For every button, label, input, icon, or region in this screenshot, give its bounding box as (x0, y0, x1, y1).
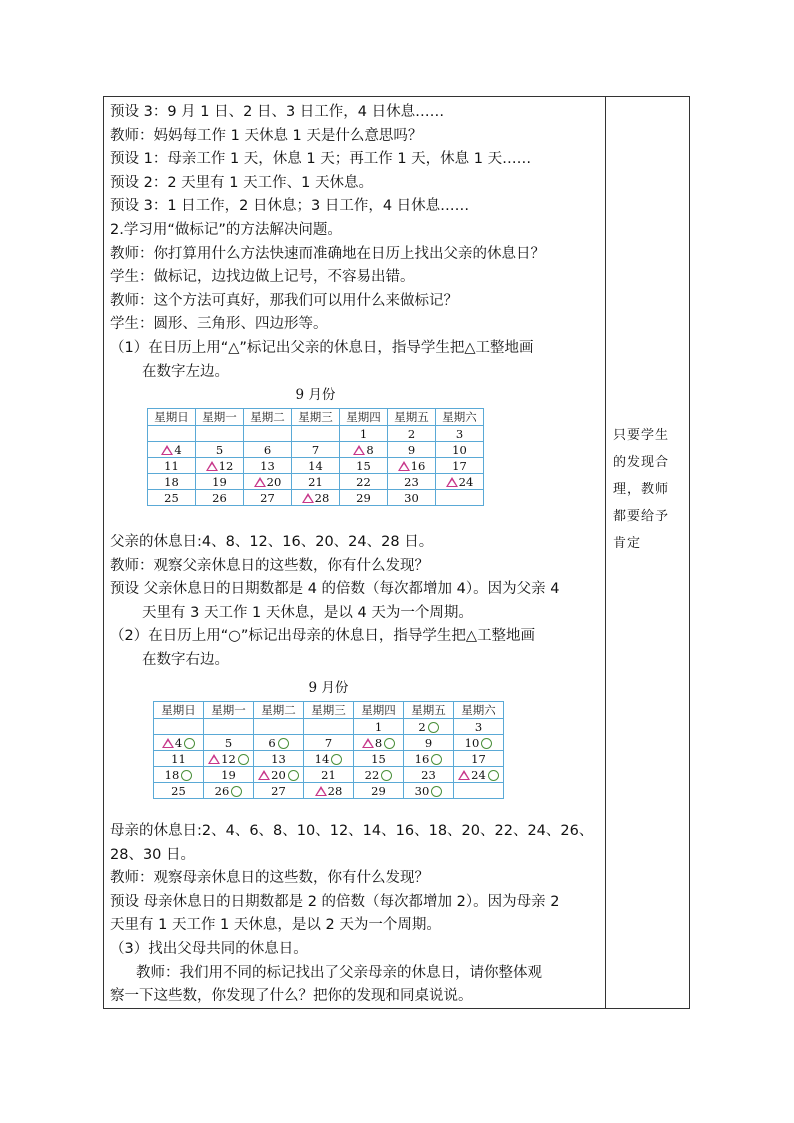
calendar-week-row (154, 767, 504, 783)
day-number: 10 (452, 442, 467, 457)
calendar-day (340, 458, 388, 474)
calendar-day (244, 458, 292, 474)
calendar-day (340, 426, 388, 442)
day-number: 7 (311, 442, 320, 457)
day-number: 30 (414, 783, 430, 798)
calendar-day (154, 735, 204, 751)
calendar-day (292, 442, 340, 458)
text-line: 教师：我们用不同的标记找出了父亲母亲的休息日，请你整体观 (136, 964, 542, 981)
day-number: 16 (414, 751, 430, 766)
day-number: 15 (371, 751, 386, 766)
day-number: 24 (458, 474, 474, 489)
calendar-day (244, 442, 292, 458)
text-line: 预设 母亲休息日的日期数都是 2 的倍数（每次都增加 2）。因为母亲 2 (110, 893, 560, 910)
text-line: 教师：这个方法可真好，那我们可以用什么来做标记？ (110, 292, 458, 309)
weekday-header: 星期三 (304, 702, 354, 719)
day-number: 4 (174, 442, 182, 457)
calendar-week-row (154, 751, 504, 767)
calendar-day (204, 767, 254, 783)
day-number: 22 (364, 767, 380, 782)
calendar-day (340, 474, 388, 490)
text-line: 教师：妈妈每工作 1 天休息 1 天是什么意思吗？ (110, 127, 423, 144)
circle-mark-icon (238, 754, 249, 765)
mother-analysis (110, 820, 602, 1009)
calendar-day (388, 426, 436, 442)
day-number: 23 (404, 474, 419, 489)
text-line: 预设 父亲休息日的日期数都是 4 的倍数（每次都增加 4）。因为父亲 4 (110, 581, 560, 598)
triangle-mark-icon (446, 477, 458, 487)
calendar-day (254, 767, 304, 783)
calendar-day (154, 751, 204, 767)
day-number: 9 (407, 442, 416, 457)
calendar-grid (147, 408, 484, 506)
day-number: 18 (164, 474, 179, 489)
day-number: 12 (218, 458, 234, 473)
calendar-day (292, 426, 340, 442)
calendar-week-row (148, 490, 484, 506)
day-number: 19 (221, 767, 236, 782)
day-number: 16 (410, 458, 426, 473)
calendar-day (196, 442, 244, 458)
day-number: 5 (224, 735, 233, 750)
day-number: 29 (371, 783, 386, 798)
circle-mark-icon (481, 738, 492, 749)
circle-mark-icon (278, 738, 289, 749)
day-number: 8 (366, 442, 374, 457)
step-1-text-cont: 在数字左边。 (142, 363, 229, 380)
day-number: 12 (221, 751, 236, 766)
calendar-day (254, 783, 304, 799)
step-2-text: （2）在日历上用“○”标记出母亲的休息日，指导学生把△工整地画 (110, 628, 536, 645)
circle-mark-icon (488, 770, 499, 781)
section-heading: 2.学习用“做标记”的方法解决问题。 (110, 221, 342, 238)
text-line: 教师：你打算用什么方法快速而准确地在日历上找出父亲的休息日？ (110, 245, 545, 262)
calendar-day (204, 751, 254, 767)
calendar-day (204, 735, 254, 751)
circle-mark-icon (331, 754, 342, 765)
calendar-day (148, 458, 196, 474)
day-number: 6 (268, 735, 276, 750)
note-line: 都要给予 (613, 509, 670, 524)
day-number: 6 (263, 442, 272, 457)
calendar-day (354, 735, 404, 751)
calendar-day (354, 767, 404, 783)
weekday-header: 星期日 (148, 409, 196, 426)
day-number: 17 (471, 751, 486, 766)
text-line: 预设 3：9 月 1 日、2 日、3 日工作，4 日休息…… (110, 104, 445, 120)
day-number: 8 (374, 735, 383, 750)
day-number: 14 (308, 458, 323, 473)
weekday-header: 星期六 (454, 702, 504, 719)
triangle-mark-icon (162, 738, 174, 748)
circle-mark-icon (181, 770, 192, 781)
day-number: 13 (271, 751, 286, 766)
text-line: 预设 1：母亲工作 1 天，休息 1 天；再工作 1 天，休息 1 天…… (110, 151, 532, 168)
calendar-day (254, 735, 304, 751)
calendar-mother (153, 679, 504, 799)
calendar-day (404, 735, 454, 751)
day-number: 26 (214, 783, 230, 798)
weekday-header: 星期二 (244, 409, 292, 426)
calendar-day (454, 719, 504, 735)
circle-mark-icon (288, 770, 299, 781)
calendar-day (340, 442, 388, 458)
calendar-day (436, 458, 484, 474)
calendar-day (196, 458, 244, 474)
calendar-day (454, 735, 504, 751)
circle-mark-icon (428, 722, 439, 733)
teacher-note (613, 422, 683, 557)
calendar-day (454, 751, 504, 767)
triangle-mark-icon (458, 770, 470, 780)
weekday-header: 星期六 (436, 409, 484, 426)
calendar-day (148, 490, 196, 506)
circle-mark-icon (431, 754, 442, 765)
calendar-day (354, 719, 404, 735)
day-number: 25 (164, 490, 179, 505)
text-line: 预设 3：1 日工作，2 日休息；3 日工作，4 日休息…… (110, 198, 470, 215)
day-number: 25 (171, 783, 186, 798)
calendar-day (436, 442, 484, 458)
calendar-grid (153, 701, 504, 799)
calendar-day (354, 783, 404, 799)
step-1-text: （1）在日历上用“△”标记出父亲的休息日，指导学生把△工整地画 (110, 339, 534, 356)
calendar-day (204, 783, 254, 799)
calendar-day (196, 426, 244, 442)
text-line: 父亲的休息日:4、8、12、16、20、24、28 日。 (110, 534, 434, 550)
calendar-day (244, 426, 292, 442)
weekday-header: 星期一 (204, 702, 254, 719)
calendar-day (292, 474, 340, 490)
calendar-week-row (154, 719, 504, 735)
day-number: 9 (424, 735, 433, 750)
calendar-day (244, 490, 292, 506)
calendar-day (388, 458, 436, 474)
day-number: 3 (474, 719, 483, 734)
calendar-day (154, 767, 204, 783)
weekday-header: 星期五 (388, 409, 436, 426)
calendar-day (196, 490, 244, 506)
note-line: 的发现合 (613, 455, 670, 470)
day-number: 23 (421, 767, 436, 782)
calendar-week-row (148, 458, 484, 474)
triangle-mark-icon (302, 493, 314, 503)
text-line: 学生：做标记，边找边做上记号，不容易出错。 (110, 269, 415, 286)
day-number: 2 (418, 719, 426, 734)
calendar-day (244, 474, 292, 490)
calendar-day (454, 767, 504, 783)
calendar-day (436, 490, 484, 506)
day-number: 20 (266, 474, 282, 489)
calendar-title: 9 月份 (295, 387, 336, 403)
day-number: 13 (260, 458, 275, 473)
circle-mark-icon (431, 786, 442, 797)
calendar-day (304, 719, 354, 735)
day-number: 26 (212, 490, 227, 505)
calendar-day (388, 474, 436, 490)
circle-mark-icon (231, 786, 242, 797)
text-line: 天里有 1 天工作 1 天休息，是以 2 天为一个周期。 (110, 917, 441, 934)
calendar-day (436, 426, 484, 442)
father-analysis (110, 531, 602, 673)
triangle-mark-icon (254, 477, 266, 487)
day-number: 7 (324, 735, 333, 750)
calendar-day (148, 442, 196, 458)
day-number: 2 (407, 426, 416, 441)
calendar-day (354, 751, 404, 767)
weekday-header: 星期三 (292, 409, 340, 426)
calendar-day (404, 783, 454, 799)
calendar-day (404, 767, 454, 783)
weekday-header: 星期四 (340, 409, 388, 426)
day-number: 22 (356, 474, 371, 489)
day-number: 19 (212, 474, 227, 489)
day-number: 30 (404, 490, 419, 505)
calendar-day (292, 458, 340, 474)
calendar-day (388, 490, 436, 506)
weekday-header: 星期一 (196, 409, 244, 426)
day-number: 28 (327, 783, 343, 798)
calendar-day (254, 751, 304, 767)
calendar-header-row (148, 409, 484, 426)
calendar-day (304, 751, 354, 767)
day-number: 17 (452, 458, 467, 473)
step-3-text: （3）找出父母共同的休息日。 (110, 940, 308, 957)
calendar-week-row (148, 442, 484, 458)
lesson-content (110, 101, 602, 384)
note-line: 理，教师 (613, 482, 670, 497)
triangle-mark-icon (161, 445, 173, 455)
calendar-day (454, 783, 504, 799)
calendar-day (404, 719, 454, 735)
day-number: 21 (321, 767, 336, 782)
step-2-text-cont: 在数字右边。 (142, 651, 229, 668)
calendar-day (388, 442, 436, 458)
column-divider (605, 96, 606, 1009)
day-number: 5 (215, 442, 224, 457)
day-number: 11 (171, 751, 186, 766)
text-line: 天里有 3 天工作 1 天休息，是以 4 天为一个周期。 (142, 604, 473, 621)
calendar-day (204, 719, 254, 735)
weekday-header: 星期日 (154, 702, 204, 719)
triangle-mark-icon (208, 754, 220, 764)
calendar-week-row (148, 426, 484, 442)
day-number: 10 (464, 735, 480, 750)
calendar-title: 9 月份 (308, 680, 349, 696)
day-number: 24 (471, 767, 486, 782)
day-number: 27 (271, 783, 286, 798)
text-line: 学生：圆形、三角形、四边形等。 (110, 316, 328, 333)
calendar-day (304, 735, 354, 751)
calendar-day (404, 751, 454, 767)
day-number: 15 (356, 458, 371, 473)
note-line: 只要学生 (613, 428, 670, 443)
text-line: 察一下这些数，你发现了什么？把你的发现和同桌说说。 (110, 988, 473, 1005)
calendar-day (436, 474, 484, 490)
day-number: 14 (314, 751, 330, 766)
calendar-header-row (154, 702, 504, 719)
day-number: 4 (174, 735, 183, 750)
calendar-father (147, 386, 484, 506)
calendar-week-row (148, 474, 484, 490)
triangle-mark-icon (398, 461, 410, 471)
text-line: 教师：观察父亲休息日的这些数，你有什么发现？ (110, 557, 429, 574)
calendar-day (292, 490, 340, 506)
day-number: 18 (164, 767, 180, 782)
calendar-day (154, 783, 204, 799)
weekday-header: 星期五 (404, 702, 454, 719)
triangle-mark-icon (206, 461, 218, 471)
day-number: 3 (455, 426, 464, 441)
triangle-mark-icon (258, 770, 270, 780)
calendar-day (304, 767, 354, 783)
day-number: 21 (308, 474, 323, 489)
day-number: 11 (164, 458, 179, 473)
calendar-day (148, 474, 196, 490)
calendar-day (340, 490, 388, 506)
day-number: 1 (359, 426, 368, 441)
calendar-week-row (154, 783, 504, 799)
note-line: 肯定 (613, 536, 642, 551)
calendar-day (154, 719, 204, 735)
weekday-header: 星期二 (254, 702, 304, 719)
text-line: 预设 2：2 天里有 1 天工作、1 天休息。 (110, 174, 373, 191)
day-number: 27 (260, 490, 275, 505)
text-line: 母亲的休息日:2、4、6、8、10、12、14、16、18、20、22、24、26、 (110, 823, 594, 839)
text-line: 教师：观察母亲休息日的这些数，你有什么发现？ (110, 870, 429, 887)
day-number: 28 (314, 490, 330, 505)
calendar-day (254, 719, 304, 735)
calendar-week-row (154, 735, 504, 751)
calendar-day (304, 783, 354, 799)
day-number: 20 (271, 767, 286, 782)
day-number: 29 (356, 490, 371, 505)
circle-mark-icon (381, 770, 392, 781)
weekday-header: 星期四 (354, 702, 404, 719)
triangle-mark-icon (353, 445, 365, 455)
triangle-mark-icon (315, 786, 327, 796)
circle-mark-icon (184, 738, 195, 749)
circle-mark-icon (384, 738, 395, 749)
calendar-day (148, 426, 196, 442)
triangle-mark-icon (362, 738, 374, 748)
day-number: 1 (374, 719, 383, 734)
text-line: 28、30 日。 (110, 846, 196, 863)
calendar-day (196, 474, 244, 490)
